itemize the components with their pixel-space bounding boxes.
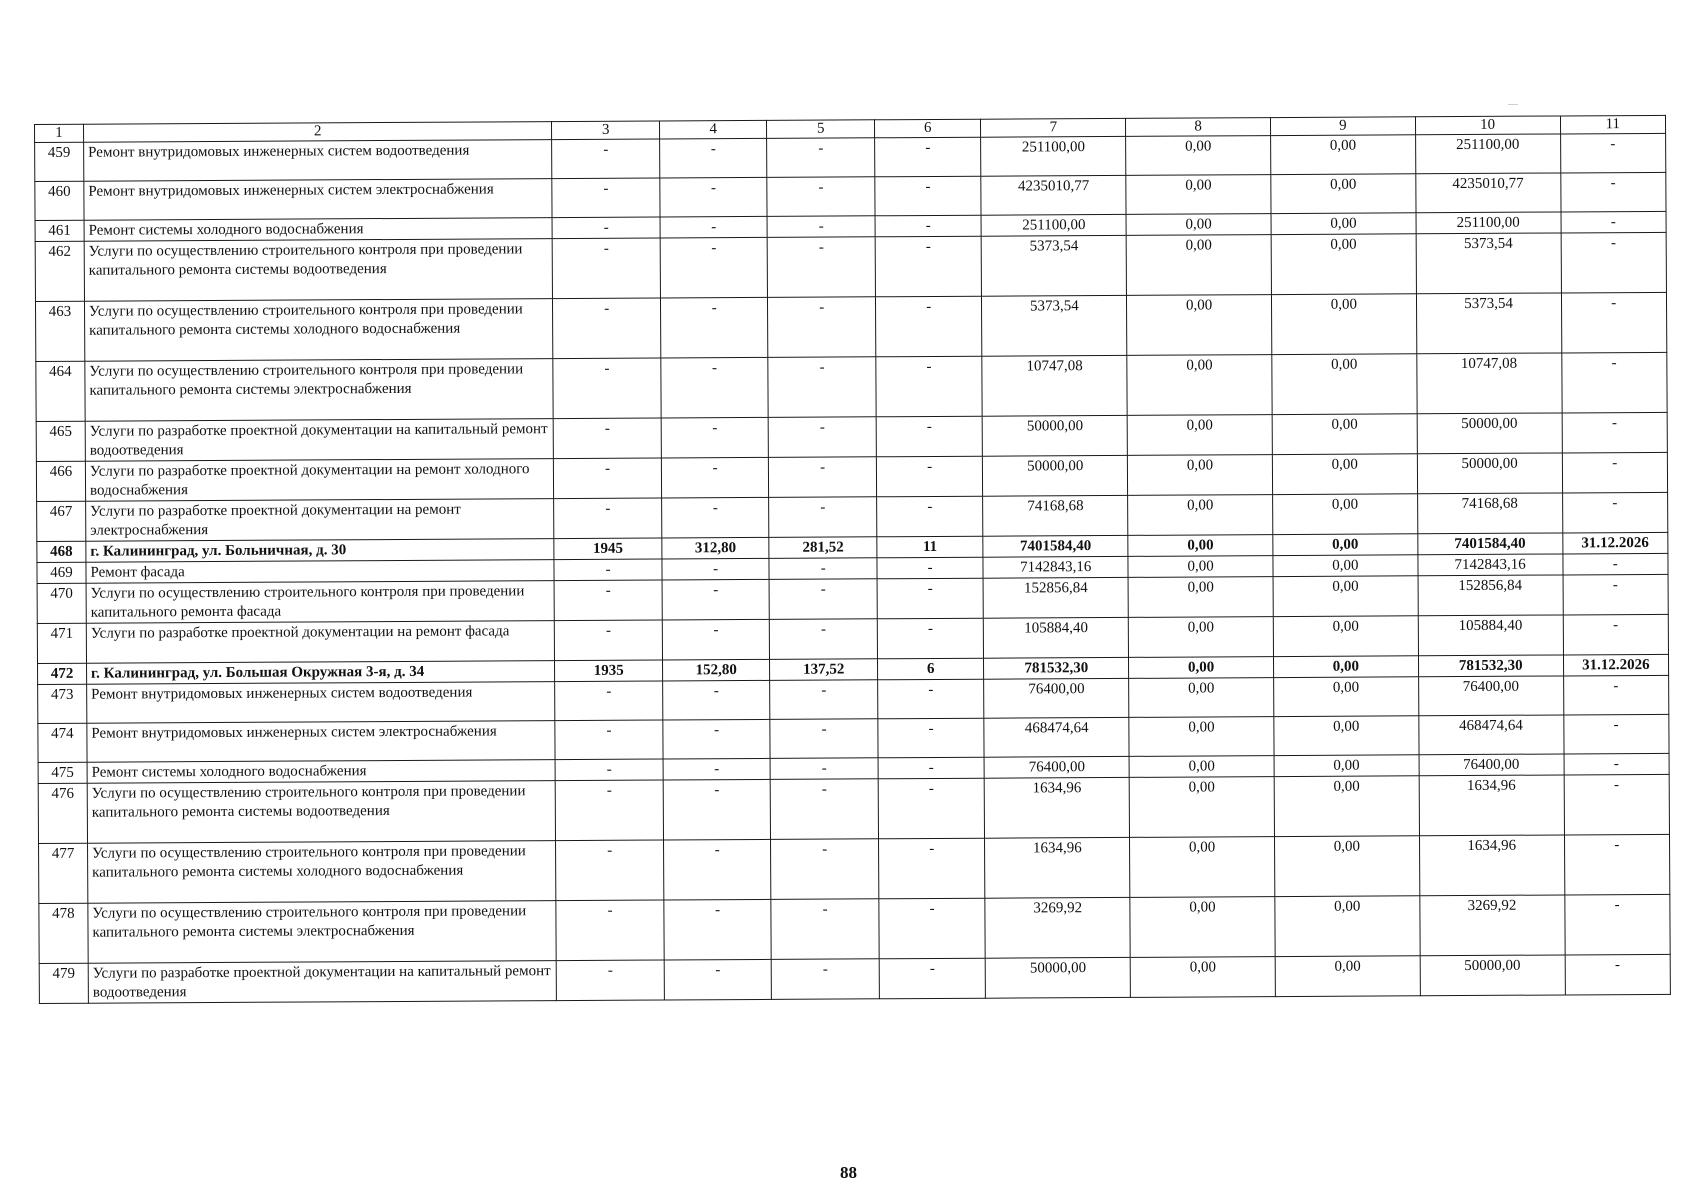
- document-sheet: [34, 115, 1671, 1004]
- cell-col9: 0,00: [1274, 677, 1419, 717]
- cell-deadline: -: [1563, 714, 1669, 754]
- cell-col3: -: [554, 580, 662, 621]
- cell-col3: -: [553, 358, 661, 419]
- cell-col6: -: [878, 778, 985, 839]
- cell-total-cost: 5373,54: [982, 235, 1127, 296]
- work-name: Услуги по осуществлению строительного контроля при проведении капитального ремонта системы холодного водоснабжения: [84, 299, 553, 362]
- cell-col10: 50000,00: [1417, 453, 1562, 494]
- work-name: г. Калининград, ул. Больничная, д. 30: [86, 539, 555, 563]
- table-row: [36, 352, 1667, 421]
- table-row: [39, 954, 1670, 1003]
- cell-col6: -: [875, 176, 982, 216]
- cell-col8: 0,00: [1130, 837, 1275, 898]
- cell-total-cost: 468474,64: [984, 717, 1129, 757]
- cell-col6: -: [878, 757, 985, 779]
- cell-col4: -: [662, 497, 770, 538]
- cell-col9: 0,00: [1274, 836, 1419, 897]
- cell-col3: 1935: [555, 660, 663, 682]
- cell-total-cost: 7142843,16: [983, 556, 1128, 578]
- cell-col9: 0,00: [1272, 354, 1417, 415]
- cell-total-cost: 76400,00: [984, 678, 1129, 718]
- cell-col6: -: [875, 236, 982, 297]
- cell-col4: 312,80: [662, 537, 770, 559]
- cell-col6: -: [876, 456, 983, 497]
- cell-col6: -: [878, 838, 985, 899]
- cell-col6: -: [879, 898, 986, 959]
- row-number: 459: [35, 142, 84, 181]
- cell-col6: -: [876, 356, 983, 417]
- cell-col4: -: [663, 779, 771, 840]
- cell-total-cost: 5373,54: [982, 295, 1127, 356]
- cell-col3: -: [554, 458, 662, 499]
- cell-col8: 0,00: [1129, 756, 1274, 778]
- row-number: 472: [38, 663, 87, 684]
- cell-col3: -: [555, 681, 663, 721]
- work-name: Ремонт внутридомовых инженерных систем водоотведения: [87, 682, 556, 724]
- cell-col3: -: [552, 178, 660, 218]
- cell-col10: 76400,00: [1418, 676, 1563, 716]
- cell-col4: -: [664, 959, 772, 1000]
- row-number: 473: [38, 684, 87, 723]
- cell-col4: -: [663, 758, 771, 780]
- cell-total-cost: 50000,00: [983, 415, 1128, 456]
- row-number: 462: [35, 241, 84, 301]
- cell-col5: 137,52: [770, 659, 878, 681]
- cell-col4: -: [659, 138, 767, 178]
- cell-total-cost: 76400,00: [984, 756, 1129, 778]
- row-number: 467: [37, 501, 86, 541]
- cell-col8: 0,00: [1128, 455, 1273, 496]
- cell-col5: -: [770, 719, 878, 759]
- cell-total-cost: 781532,30: [984, 657, 1129, 679]
- cell-total-cost: 50000,00: [983, 455, 1128, 496]
- cell-col3: -: [554, 559, 662, 581]
- cell-col5: -: [772, 959, 880, 1000]
- cell-col3: -: [554, 418, 662, 459]
- row-number: 476: [38, 783, 87, 843]
- cell-col5: -: [771, 839, 879, 900]
- column-header-2: 2: [83, 122, 552, 143]
- cell-col4: -: [662, 619, 770, 660]
- cell-deadline: -: [1562, 492, 1668, 533]
- table-row: [39, 894, 1670, 963]
- cell-col4: -: [660, 297, 768, 358]
- work-name: Услуги по осуществлению строительного контроля при проведении капитального ремонта системы водоотведения: [84, 239, 553, 302]
- row-number: 475: [38, 762, 87, 783]
- cell-col8: 0,00: [1129, 657, 1274, 679]
- scan-artifact: [1508, 104, 1518, 105]
- cell-col4: -: [660, 237, 768, 298]
- cell-col10: 74168,68: [1417, 493, 1562, 534]
- cell-col6: -: [877, 557, 984, 579]
- cell-col4: -: [664, 899, 772, 960]
- cell-col6: -: [875, 137, 982, 177]
- cell-deadline: -: [1561, 292, 1667, 353]
- cell-col8: 0,00: [1129, 777, 1274, 838]
- cell-col5: -: [771, 779, 879, 840]
- cell-deadline: -: [1560, 133, 1666, 173]
- work-name: Ремонт фасада: [86, 560, 555, 584]
- cell-col5: -: [769, 417, 877, 458]
- cell-deadline: -: [1561, 352, 1667, 413]
- cell-col4: -: [663, 839, 771, 900]
- cell-col10: 3269,92: [1420, 895, 1565, 956]
- column-header-5: 5: [767, 120, 875, 139]
- repair-program-table: [34, 115, 1671, 1004]
- cell-col6: -: [878, 679, 985, 719]
- cell-col3: -: [552, 139, 660, 179]
- table-row: [35, 232, 1666, 301]
- page-number: 88: [840, 1163, 857, 1182]
- cell-col3: -: [555, 620, 663, 661]
- row-number: 464: [36, 361, 85, 421]
- cell-col5: 281,52: [769, 537, 877, 559]
- cell-col8: 0,00: [1128, 577, 1273, 618]
- cell-col3: 1945: [554, 538, 662, 560]
- cell-deadline: -: [1560, 172, 1666, 212]
- cell-col8: 0,00: [1126, 235, 1271, 296]
- cell-col5: -: [770, 680, 878, 720]
- cell-col9: 0,00: [1274, 776, 1419, 837]
- cell-deadline: -: [1563, 614, 1669, 655]
- cell-deadline: -: [1562, 452, 1668, 493]
- cell-col10: 251100,00: [1415, 134, 1560, 174]
- cell-col8: 0,00: [1127, 415, 1272, 456]
- work-name: Услуги по осуществлению строительного контроля при проведении капитального ремонта системы электроснабжения: [88, 901, 557, 964]
- column-header-3: 3: [552, 121, 660, 140]
- cell-deadline: -: [1564, 834, 1670, 895]
- cell-col8: 0,00: [1127, 295, 1272, 356]
- cell-col8: 0,00: [1129, 717, 1274, 757]
- row-number: 474: [38, 723, 87, 762]
- cell-col3: -: [554, 498, 662, 539]
- cell-col8: 0,00: [1130, 897, 1275, 958]
- cell-col3: -: [556, 840, 664, 901]
- cell-col8: 0,00: [1126, 214, 1271, 236]
- cell-col10: 5373,54: [1416, 293, 1561, 354]
- cell-deadline: 31.12.2026: [1563, 654, 1669, 676]
- table-row: [39, 834, 1670, 903]
- cell-col10: 105884,40: [1418, 615, 1563, 656]
- cell-col5: -: [770, 758, 878, 780]
- cell-col9: 0,00: [1271, 213, 1416, 235]
- cell-col6: -: [875, 296, 982, 357]
- cell-col5: -: [769, 558, 877, 580]
- work-name: Услуги по разработке проектной документации на ремонт электроснабжения: [86, 499, 555, 542]
- column-header-9: 9: [1270, 117, 1415, 136]
- cell-col10: 5373,54: [1416, 233, 1561, 294]
- cell-col9: 0,00: [1273, 534, 1418, 556]
- cell-deadline: 31.12.2026: [1562, 532, 1668, 554]
- work-name: Ремонт внутридомовых инженерных систем электроснабжения: [87, 721, 556, 763]
- cell-total-cost: 10747,08: [982, 355, 1127, 416]
- cell-col5: -: [769, 457, 877, 498]
- cell-total-cost: 74168,68: [983, 495, 1128, 536]
- cell-col10: 7401584,40: [1418, 533, 1563, 555]
- work-name: Услуги по осуществлению строительного контроля при проведении капитального ремонта системы электроснабжения: [85, 359, 554, 422]
- cell-col10: 1634,96: [1419, 835, 1564, 896]
- cell-col5: -: [767, 216, 875, 238]
- row-number: 477: [39, 843, 88, 903]
- cell-col6: 6: [877, 658, 984, 680]
- work-name: Ремонт внутридомовых инженерных систем водоотведения: [84, 140, 553, 182]
- cell-col9: 0,00: [1275, 896, 1420, 957]
- cell-col9: 0,00: [1274, 716, 1419, 756]
- table-row: [35, 292, 1666, 361]
- cell-total-cost: 1634,96: [985, 837, 1130, 898]
- cell-col4: -: [660, 177, 768, 217]
- cell-total-cost: 251100,00: [981, 136, 1126, 176]
- cell-total-cost: 50000,00: [986, 957, 1131, 998]
- cell-col9: 0,00: [1271, 174, 1416, 214]
- cell-total-cost: 152856,84: [983, 577, 1128, 618]
- cell-col8: 0,00: [1128, 556, 1273, 578]
- row-number: 460: [35, 181, 84, 220]
- cell-col5: -: [768, 237, 876, 298]
- cell-col4: -: [663, 680, 771, 720]
- row-number: 479: [39, 963, 88, 1003]
- work-name: Услуги по осуществлению строительного контроля при проведении капитального ремонта системы холодного водоснабжения: [87, 841, 556, 904]
- cell-col5: -: [770, 619, 878, 660]
- cell-col6: -: [877, 496, 984, 537]
- cell-deadline: -: [1565, 954, 1671, 995]
- cell-col5: -: [767, 177, 875, 217]
- cell-col10: 152856,84: [1418, 575, 1563, 616]
- cell-col4: -: [662, 579, 770, 620]
- cell-total-cost: 251100,00: [981, 214, 1126, 236]
- cell-col4: -: [662, 558, 770, 580]
- cell-col3: -: [553, 238, 661, 299]
- cell-deadline: -: [1564, 774, 1670, 835]
- table-row: [38, 774, 1669, 843]
- cell-col6: 11: [877, 536, 984, 558]
- cell-deadline: -: [1564, 753, 1670, 775]
- cell-col6: -: [875, 215, 982, 237]
- cell-col3: -: [552, 217, 660, 239]
- cell-col5: -: [771, 899, 879, 960]
- cell-total-cost: 1634,96: [985, 777, 1130, 838]
- cell-col5: -: [769, 579, 877, 620]
- cell-col5: -: [768, 297, 876, 358]
- work-name: Услуги по разработке проектной документации на ремонт фасада: [86, 621, 555, 664]
- cell-col9: 0,00: [1271, 294, 1416, 355]
- column-header-8: 8: [1126, 118, 1271, 137]
- cell-deadline: -: [1561, 211, 1667, 233]
- cell-col9: 0,00: [1273, 576, 1418, 617]
- cell-deadline: -: [1562, 412, 1668, 453]
- cell-col10: 50000,00: [1420, 955, 1565, 996]
- cell-col3: -: [556, 780, 664, 841]
- cell-deadline: -: [1563, 675, 1669, 715]
- cell-total-cost: 4235010,77: [981, 175, 1126, 215]
- cell-deadline: -: [1564, 894, 1670, 955]
- cell-col9: 0,00: [1272, 454, 1417, 495]
- row-number: 468: [37, 541, 86, 562]
- column-header-10: 10: [1415, 116, 1560, 135]
- cell-total-cost: 105884,40: [984, 617, 1129, 658]
- cell-col9: 0,00: [1273, 555, 1418, 577]
- cell-col8: 0,00: [1128, 535, 1273, 557]
- cell-col8: 0,00: [1128, 495, 1273, 536]
- cell-col9: 0,00: [1274, 755, 1419, 777]
- cell-col9: 0,00: [1271, 234, 1416, 295]
- cell-col8: 0,00: [1126, 136, 1271, 176]
- cell-col8: 0,00: [1129, 678, 1274, 718]
- cell-col8: 0,00: [1128, 617, 1273, 658]
- cell-col8: 0,00: [1127, 355, 1272, 416]
- column-header-11: 11: [1560, 115, 1666, 134]
- work-name: Услуги по разработке проектной документации на ремонт холодного водоснабжения: [85, 459, 554, 502]
- cell-col9: 0,00: [1275, 956, 1420, 997]
- work-name: Ремонт системы холодного водоснабжения: [87, 760, 556, 784]
- cell-col4: -: [661, 357, 769, 418]
- cell-total-cost: 3269,92: [985, 897, 1130, 958]
- row-number: 470: [37, 583, 86, 623]
- cell-col6: -: [877, 578, 984, 619]
- cell-col5: -: [768, 357, 876, 418]
- work-name: Ремонт системы холодного водоснабжения: [84, 218, 553, 242]
- cell-deadline: -: [1562, 553, 1668, 575]
- cell-col8: 0,00: [1126, 175, 1271, 215]
- row-number: 466: [36, 461, 85, 501]
- row-number: 471: [37, 623, 86, 663]
- cell-col10: 1634,96: [1419, 775, 1564, 836]
- cell-col5: -: [769, 497, 877, 538]
- work-name: Услуги по осуществлению строительного контроля при проведении капитального ремонта фасада: [86, 581, 555, 624]
- cell-deadline: -: [1563, 574, 1669, 615]
- cell-col10: 781532,30: [1418, 655, 1563, 677]
- cell-col3: -: [553, 298, 661, 359]
- cell-col10: 468474,64: [1419, 715, 1564, 755]
- cell-deadline: -: [1561, 232, 1667, 293]
- column-header-4: 4: [659, 120, 767, 139]
- work-name: Услуги по разработке проектной документации на капитальный ремонт водоотведения: [88, 961, 557, 1004]
- cell-col10: 7142843,16: [1418, 554, 1563, 576]
- cell-col3: -: [556, 900, 664, 961]
- work-name: г. Калининград, ул. Большая Окружная 3-я, д. 34: [86, 661, 555, 685]
- cell-col4: -: [663, 719, 771, 759]
- cell-col10: 76400,00: [1419, 754, 1564, 776]
- row-number: 461: [35, 220, 84, 241]
- cell-col6: -: [877, 618, 984, 659]
- cell-col9: 0,00: [1273, 656, 1418, 678]
- cell-col8: 0,00: [1130, 957, 1275, 998]
- cell-col3: -: [557, 960, 665, 1001]
- column-header-7: 7: [981, 118, 1126, 137]
- cell-col9: 0,00: [1271, 135, 1416, 175]
- cell-total-cost: 7401584,40: [983, 535, 1128, 557]
- cell-col9: 0,00: [1273, 616, 1418, 657]
- cell-col5: -: [767, 138, 875, 178]
- work-name: Ремонт внутридомовых инженерных систем электроснабжения: [84, 179, 553, 221]
- cell-col4: -: [661, 417, 769, 458]
- work-name: Услуги по осуществлению строительного контроля при проведении капитального ремонта системы водоотведения: [87, 781, 556, 844]
- row-number: 465: [36, 421, 85, 461]
- cell-col10: 251100,00: [1416, 212, 1561, 234]
- cell-col3: -: [555, 720, 663, 760]
- column-header-1: 1: [35, 124, 84, 142]
- cell-col3: -: [555, 759, 663, 781]
- cell-col6: -: [876, 416, 983, 457]
- row-number: 469: [37, 562, 86, 583]
- cell-col9: 0,00: [1273, 494, 1418, 535]
- cell-col10: 4235010,77: [1416, 173, 1561, 213]
- cell-col4: -: [661, 457, 769, 498]
- table-body: [35, 115, 1671, 1003]
- cell-col4: 152,80: [662, 659, 770, 681]
- row-number: 463: [35, 301, 84, 361]
- cell-col6: -: [878, 718, 985, 758]
- cell-col10: 10747,08: [1417, 353, 1562, 414]
- column-header-6: 6: [874, 119, 981, 138]
- row-number: 478: [39, 903, 88, 963]
- cell-col9: 0,00: [1272, 414, 1417, 455]
- cell-col10: 50000,00: [1417, 413, 1562, 454]
- work-name: Услуги по разработке проектной документации на капитальный ремонт водоотведения: [85, 419, 554, 462]
- cell-col6: -: [879, 958, 986, 999]
- cell-col4: -: [660, 216, 768, 238]
